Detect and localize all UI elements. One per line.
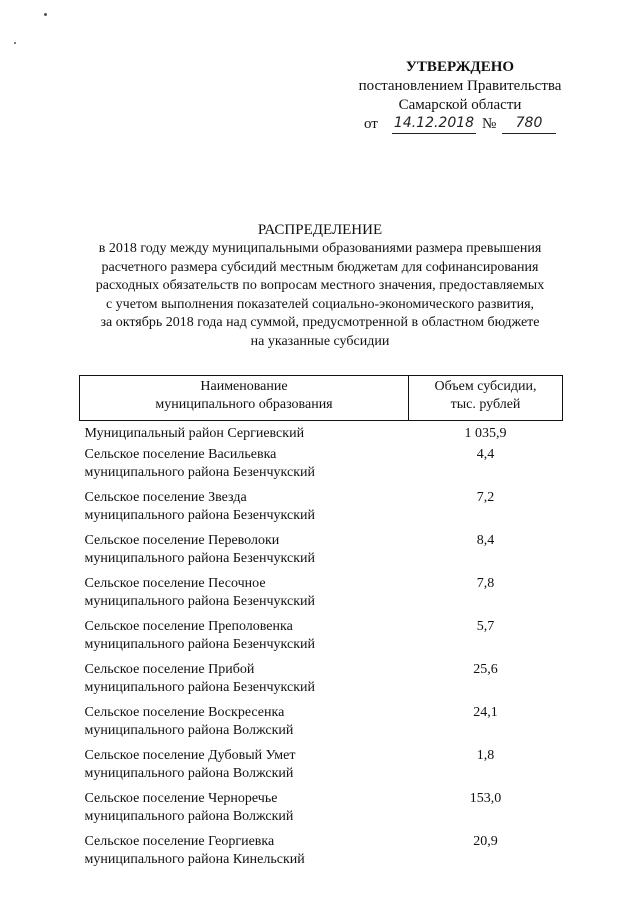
approval-heading: УТВЕРЖДЕНО: [405, 59, 515, 75]
subsidy-amount: 1,8: [476, 748, 495, 763]
approval-line-1: постановлением Правительства: [358, 78, 562, 94]
municipality-name: Сельское поселение Песочное муниципального района Безенчукский: [84, 576, 315, 609]
approval-date: 14.12.2018: [392, 114, 476, 134]
table-row: [80, 487, 563, 530]
document-subtitle: [60, 240, 580, 352]
subsidy-amount: 5,7: [476, 619, 495, 634]
table-row: [80, 444, 563, 487]
table-header-row: [80, 376, 563, 421]
municipality-name: Сельское поселение Звезда муниципального района Безенчукский: [84, 490, 315, 523]
subtitle-line: расходных обязательств по вопросам местного значения, предоставляемых: [95, 278, 545, 294]
subsidy-amount: 8,4: [476, 533, 495, 548]
municipality-name: Сельское поселение Воскресенка муниципального района Волжский: [84, 705, 294, 738]
subsidy-table: [79, 375, 563, 874]
subsidy-amount: 7,2: [476, 490, 495, 505]
municipality-name: Сельское поселение Преполовенка муниципального района Безенчукский: [84, 619, 315, 652]
municipality-name: Сельское поселение Переволоки муниципального района Безенчукский: [84, 533, 315, 566]
municipality-name: Муниципальный район Сергиевский: [84, 426, 305, 441]
table-row: [80, 421, 563, 445]
subsidy-amount: 25,6: [473, 662, 498, 677]
municipality-name: Сельское поселение Черноречье муниципального района Волжский: [84, 791, 294, 824]
subsidy-amount: 4,4: [476, 447, 495, 462]
municipality-name: Сельское поселение Васильевка муниципального района Безенчукский: [84, 447, 315, 480]
municipality-name: Сельское поселение Георгиевка муниципального района Кинельский: [84, 834, 305, 867]
header-municipality: Наименование муниципального образования: [80, 376, 409, 421]
table-row: [80, 530, 563, 573]
header-subsidy-amount: Объем субсидии, тыс. рублей: [409, 376, 563, 421]
date-prefix: от: [364, 116, 378, 132]
subtitle-line: за октябрь 2018 года над суммой, предусмотренной в областном бюджете: [100, 315, 540, 331]
subtitle-line: в 2018 году между муниципальными образованиями размера превышения: [98, 241, 542, 256]
approval-number: 780: [502, 114, 556, 134]
subsidy-amount: 153,0: [469, 791, 502, 806]
municipality-name: Сельское поселение Дубовый Умет муниципального района Волжский: [84, 748, 296, 781]
table-row: [80, 616, 563, 659]
table-row: [80, 659, 563, 702]
subtitle-line: расчетного размера субсидий местным бюджетам для софинансирования: [101, 259, 539, 275]
approval-date-line: [350, 115, 570, 137]
table-row: [80, 831, 563, 874]
scan-speck: [44, 13, 47, 16]
number-sign: №: [482, 116, 497, 132]
municipality-name: Сельское поселение Прибой муниципального района Безенчукский: [84, 662, 315, 695]
subsidy-amount: 24,1: [473, 705, 498, 720]
scan-speck: [14, 42, 16, 44]
table-row: [80, 745, 563, 788]
approval-stamp: [350, 58, 570, 137]
table-row: [80, 702, 563, 745]
approval-line-2: Самарской области: [398, 97, 522, 113]
document-title: РАСПРЕДЕЛЕНИЕ: [257, 222, 383, 238]
subtitle-line: с учетом выполнения показателей социально-экономического развития,: [105, 296, 535, 312]
table-row: [80, 573, 563, 616]
subsidy-amount: 1 035,9: [464, 426, 507, 441]
subsidy-amount: 7,8: [476, 576, 495, 591]
table-row: [80, 788, 563, 831]
subtitle-line: на указанные субсидии: [250, 333, 390, 349]
subsidy-amount: 20,9: [473, 834, 498, 849]
